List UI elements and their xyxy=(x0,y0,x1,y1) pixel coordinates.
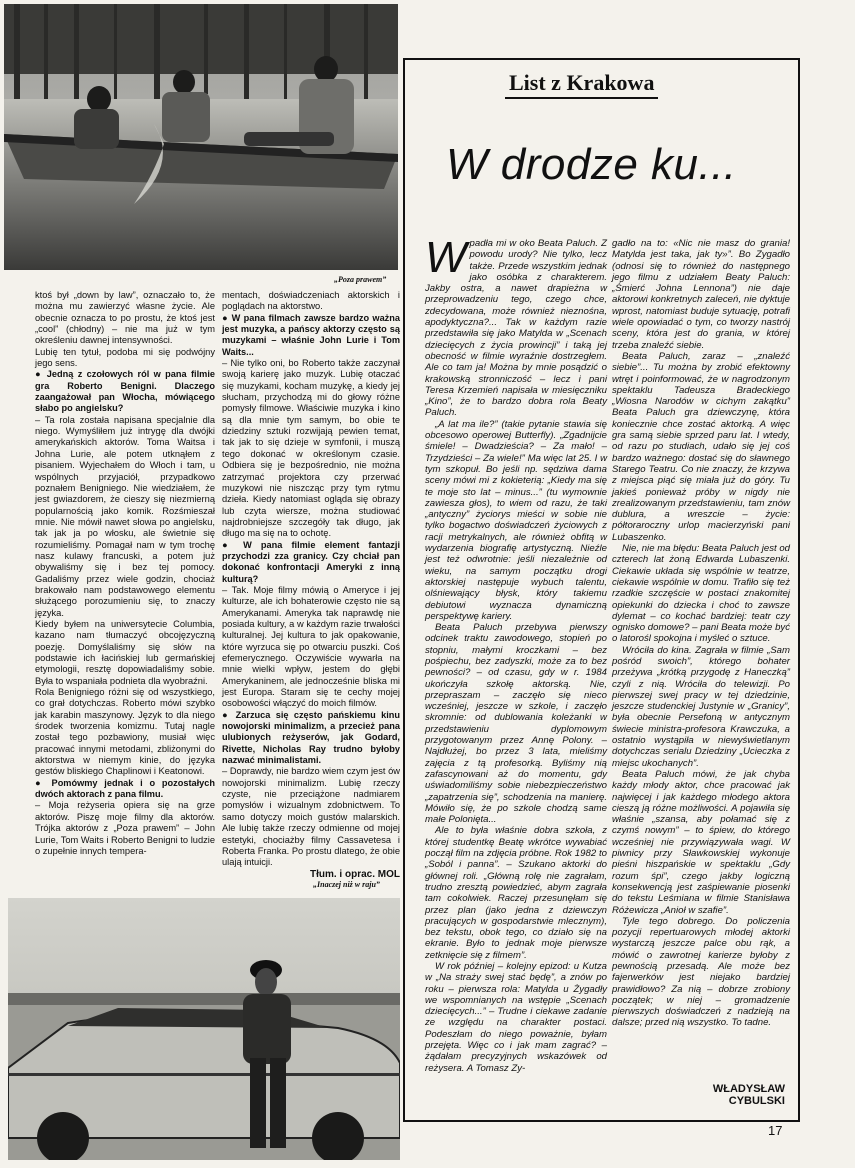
column-title: List z Krakowa xyxy=(505,70,658,99)
article-paragraph: padła mi w oko Beata Paluch. Z powodu urody? Nie tylko, lecz także. Przede wszystkim jednak jako osóbka z charakterem. Jakby ostra, a nawet drapieżna w przeprowadzeniu tego, czego chce, zdecydowana, może również nieznośna, apodyktyczna?... Tak w każdym razie przedstawiła się jako Matylda w „Scenach dziecięcych z życia prowincji” i taką jej obecność w filmie wyraźnie dostrzegłem. Ale co tam ja! Można by mnie posądzić o krakowską stronniczość – lecz i pani Teresa Krzemień napisała w miesięczniku „Kino”, że to bardzo dobra rola Beaty Paluch. xyxy=(425,238,607,419)
interview-paragraph: ktoś był „down by law”, oznaczało to, że można mu zawierzyć własne życie. Ale obecnie oznacza to po prostu, że ktoś jest „cool” (chłodny) – nie ma już w tym określeniu dawnej intensywności. xyxy=(35,290,215,346)
article-paragraph: Nie, nie ma błędu: Beata Paluch jest od czterech lat żoną Edwarda Lubaszenki. Ciekawie układa się wspólnie w teatrze, ciekawie wspólnie w domu. Trafiło się też rzadkie szczęście w postaci znakomitej opiekunki do dziecka i choć to zawsze dylemat – co kochać bardziej: teatr czy ognisko domowe? – pani Beata może być o latorośl spokojna i myśleć o sztuce. xyxy=(612,543,790,645)
interview-question: ● Jedną z czołowych ról w pana filmie gra Roberto Benigni. Dlaczego zaangażował pan Włocha, mówiącego słabo po angielsku? xyxy=(35,369,215,414)
car-photo xyxy=(8,898,400,1160)
translator-credit: Tłum. i oprac. MOL xyxy=(309,868,400,880)
interview-paragraph: Kiedy byłem na uniwersytecie Columbia, kazano nam tłumaczyć obcojęzyczną poezję. Domyślaliśmy się słów na podstawie ich łacińskiej lub germańskiej etymologii, resztę dopowiadaliśmy sobie. Była to wspaniała podnieta dla wyobraźni. xyxy=(35,618,215,686)
interview-paragraph: – Tak. Moje filmy mówią o Ameryce i jej kulturze, ale ich bohaterowie często nie są Amerykanami. Ameryka tak naprawdę nie posiada kultury, a w każdym razie trwałości kulturalnej. Jej kultura to jak opakowanie, które wyrzuca się po otwarciu puszki. Coś efemerycznego. Oczywiście wywarła na mnie wielki wpływ, jestem do głębi Amerykaninem, ale jednocześnie bliska mi jest Europa. Staram się te cechy mojej osobowości włączyć do moich filmów. xyxy=(222,584,400,709)
top-photo-caption: „Poza prawem” xyxy=(334,275,387,284)
article-paragraph: Wróciła do kina. Zagrała w filmie „Sam pośród swoich”, którego bohater przeżywa „krótką przygodę z Haneczką” czyli z nią. Wróciła do telewizji. Po pierwszej swej pracy w tej dziedzinie, jeszcze studenckiej Justynie w „Granicy”, była obecnie Persefoną w antycznym świecie ministra-profesora Krawczuka, a ostatnio wystąpiła w niewyświetlanym dotychczas serialu Dziedziny „Ucieczka z miejsc ukochanych”. xyxy=(612,644,790,769)
interview-column-1 xyxy=(35,290,215,857)
drop-cap: W xyxy=(425,233,467,282)
article-paragraph: W rok później – kolejny epizod: u Kutza w „Na straży swej stać będę”, a znów po roku – pierwsza rola: Matylda u Żygadły we wspomnianych na wstępie „Scenach dziecięcych...” – Trudne i ciekawe zadanie ze względu na charakter postaci. Podeszłam do niego poważnie, byłam przejęta. Więc co i jak mam zagrać? – żądałam precyzyjnych wskazówek od reżysera. A Tomasz Zy- xyxy=(425,961,607,1074)
article-paragraph: gadło na to: «Nic nie masz do grania! Matylda jest taka, jak ty»”. Bo Zygadło (odnosi się to również do następnego jego filmu z udziałem Beaty Paluch: „Śmierć Johna Lennona”) nie daje aktorowi konkretnych zaleceń, nie dyktuje wprost, natomiast buduje sytuację, potrafi wiele opowiadać o tym, co tworzy nastrój sceny, która jest do grania, w której trzeba znaleźć siebie. xyxy=(612,238,790,351)
headline: W drodze ku... xyxy=(446,140,737,189)
bottom-photo-caption: „Inaczej niż w raju” xyxy=(313,880,380,889)
article-lead-paragraph xyxy=(425,233,607,419)
boat-photo xyxy=(4,4,398,270)
interview-column-2 xyxy=(222,290,400,880)
article-paragraph: „A lat ma ile?” (takie pytanie stawia się obcesowo operowej Butterfly). „Zgadnijcie śmiele! – Dwadzieścia? – Za mało! – Trzydzieści – Za wiele!” Ma więc lat 25. I w tym szkopuł. Bo jeśli np. sędziwa dama sceny mówi mi z kokieterią: „Kiedy ma się te moje sto lat – minus...” (tu wymownie zawiesza głos), to wiem od razu, że taki „antyczny” życiorys mieści w sobie nie tylko bogactwo doświadczeń życiowych z racji metrykalnych, ale również obfitą w wydarzenia biografię artystyczną. Nieźle jest też odwrotnie: jeśli niezależnie od wieku, na samym początku drogi aktorskiej następuje wybuch talentu, olśniewający błysk, który takiemu debiutowi wyznacza dynamiczną perspektywę kariery. xyxy=(425,418,607,622)
interview-question: ● Pomówmy jednak i o pozostałych dwóch aktorach z pana filmu. xyxy=(35,777,215,800)
interview-paragraph: – Ta rola została napisana specjalnie dla niego. Wymyśliłem już intrygę dla dwójki amerykańskich aktorów. Toma Waitsa i Johna Lurie, ale potem utknąłem z pisaniem. Wyjechałem do Włoch i tam, u wspólnych przyjaciół, przypadkowo poznałem Benigniego. Nie wiedziałem, że jest gwiazdorem, że cieszy się niezmierną popularnością jako komik. Rozśmieszał mnie. Nie mówił nawet słowa po angielsku, tak jak ja po włosku, ale świetnie się rozumieliśmy. Pomagał nam w tym trochę nasz kulawy francuski, a potem już obywaliśmy się i bez tej pomocy. Gadaliśmy przez wiele godzin, chociaż brakowało nam podstawowego elementu służącego porozumieniu się, to znaczy języka. xyxy=(35,414,215,618)
interview-question: ● W pana filmach zawsze bardzo ważna jest muzyka, a pańscy aktorzy często są muzykami – właśnie John Lurie i Tom Waits... xyxy=(222,312,400,357)
interview-paragraph: – Moja reżyseria opiera się na grze aktorów. Piszę moje filmy dla aktorów. Trójka aktorów z „Poza prawem” – John Lurie, Tom Waits i Roberto Benigni to ludzie o zupełnie innych tempera- xyxy=(35,800,215,856)
author-first-name: WŁADYSŁAW xyxy=(712,1083,785,1095)
article-column-1 xyxy=(425,233,607,1074)
article-paragraph: Beata Paluch mówi, że jak chyba każdy młody aktor, chce pracować jak najwięcej i jak każdego młodego aktora cieszą ją różne możliwości. A pojawiła się właśnie „szansa, aby połamać się z czymś nowym” – to śpiew, do którego wcześniej nie przywiązywała wagi. W piwnicy przy Sławkowskiej wykonuje pieśni hiszpańskie w spektaklu „Gdy rozum śpi”, czego jakby logiczną konsekwencją jest zaśpiewanie piosenki do tekstu Leśmiana w filmie Stanisława Różewicza „Anioł w szafie”. xyxy=(612,768,790,916)
interview-question: ● W pana filmie element fantazji przychodzi zza granicy. Czy chciał pan dokonać konfrontacji Ameryki z inną kulturą? xyxy=(222,539,400,584)
author-last-name: CYBULSKI xyxy=(728,1095,785,1107)
page-number: 17 xyxy=(768,1123,783,1138)
article-paragraph: Ale to była właśnie dobra szkoła, z której studentkę Beatę wkrótce wywabiać począł film na zdjęcia próbne. Rok 1982 to „Soból i panna”. – Szukano aktorki do głównej roli. „Główną rolę nie zagrałam, trudno zresztą powiedzieć, abym zagrała tam cokolwiek. Raczej przesunęłam się przez plan (jako jedna z dziewczyn pracujących w gospodarstwie mlecznym), bez tekstu, obok tego, co działo się na ekranie. Było to jednak moje pierwsze zetknięcie się z filmem”. xyxy=(425,825,607,961)
article-column-2 xyxy=(612,238,790,1029)
article-paragraph: Beata Paluch, zaraz – „znaleźć siebie”... Tu można by zrobić efektowny wtręt i poinformować, że w nagrodzonym spektaklu Tadeusza Bradeckiego „Wiosna Narodów w cichym zakątku” Beata Paluch gra dziewczynę, która koniecznie chce zostać aktorką. A więc gra samą siebie sprzed paru lat. I wtedy, od razu po studiach, udało się jej coś bardzo ważnego: dostać się do sławnego Starego Teatru. Co nie znaczy, że krzywa z miejsca piąć się miała już do góry. Tu jakieś ponieważ próby w nigdy nie zrealizowanym przedstawieniu, tam znów dublura, a wreszcie – życie: półtoraroczny urlop macierzyński pani Lubaszenko. xyxy=(612,350,790,543)
interview-paragraph: Rola Benigniego różni się od wszystkiego, co grał dotychczas. Roberto mówi szybko jak karabin maszynowy. Język to dla niego środek tworzenia komizmu. Tutaj nagle został tego pozbawiony, musiał więc pracować innymi metodami, zbliżonymi do aktorstwa w niemym kinie, do języka gestów bliskiego Chaplinowi i Keatonowi. xyxy=(35,687,215,777)
interview-paragraph: Lubię ten tytuł, podoba mi się podwójny jego sens. xyxy=(35,346,215,369)
interview-paragraph: mentach, doświadczeniach aktorskich i poglądach na aktorstwo. xyxy=(222,290,400,312)
article-paragraph: Tyle tego dobrego. Do policzenia pozycji repertuarowych młodej aktorki wystarczą jeszcze palce obu rąk, a mówić o zawrotnej karierze byłoby z pewnością przesadą. Ale może bez fajerwerków jest niejako bardziej prawidłowo? Za nią – dobrze zrobiony początek; w niej – gromadzenie pierwszych doświadczeń z nadzieją na dalsze; przed nią wszystko. To tadne. xyxy=(612,915,790,1029)
interview-paragraph: – Doprawdy, nie bardzo wiem czym jest ów nowojorski minimalizm. Lubię rzeczy czyste, nie przeciążone nadmiarem pomysłów i wizualnym zdobnictwem. To samo dotyczy moich gustów malarskich. Ale lubię także rzeczy odmienne od mojej estetyki, chociażby filmy Cassavetesa i Roberta Franka. Po prostu dlatego, że obie ulają intuicji. xyxy=(222,766,400,868)
author-name xyxy=(690,1083,785,1107)
interview-paragraph: – Nie tylko oni, bo Roberto także zaczynał swoją karierę jako muzyk. Lubię otaczać się muzykami, kocham muzykę, a kiedy jej słucham, przychodzą mi do głowy różne pomysły filmowe. Właściwie muzyka i kino są dla mnie tym samym, bo obie te dziedziny sztuki rozwijają pewien temat, tak jak to się dzieje w symfonii, i muszą tego dokonać w określonym czasie. Odbiera się je bezpośrednio, nie można zatrzymać projektora czy przerwać muzykowi nie niszcząc przy tym rytmu dzieła. Kiedy natomiast ogląda się obrazy lub czyta wiersze, można studiować najdrobniejsze szczegóły tak długo, jak długo ma się na to ochotę. xyxy=(222,358,400,539)
article-paragraph: Beata Paluch przebywa pierwszy odcinek traktu zawodowego, stopień po stopniu, małymi kroczkami – bez pośpiechu, bez zadyszki, może za to bez pewności? – od czasu, gdy w r. 1984 ukończyła szkołę aktorską. Nie, przepraszam – zaczęło się nieco wcześniej, jeszcze w szkole, i zaczęło skromnie: od dublowania koleżanki w przedstawieniu dyplomowym przygotowanym przez Annę Polony. – Najdłużej, bo przez 3 lata, mieliśmy zajęcia z tą profesorką. Byliśmy nią zafascynowani aż do momentu, gdy uświadomiliśmy sobie niebezpieczeństwo „zapatrzenia się”, schodzenia na manierę. Mówiło się, że po szkole chodzą same małe Polonięta... xyxy=(425,622,607,826)
interview-question: ● Zarzuca się często pańskiemu kinu nowojorski minimalizm, a przecież pana ulubionych reżyserów, jak Godard, Rivette, Nicholas Ray trudno byłoby nazwać minimalistami. xyxy=(222,709,400,766)
